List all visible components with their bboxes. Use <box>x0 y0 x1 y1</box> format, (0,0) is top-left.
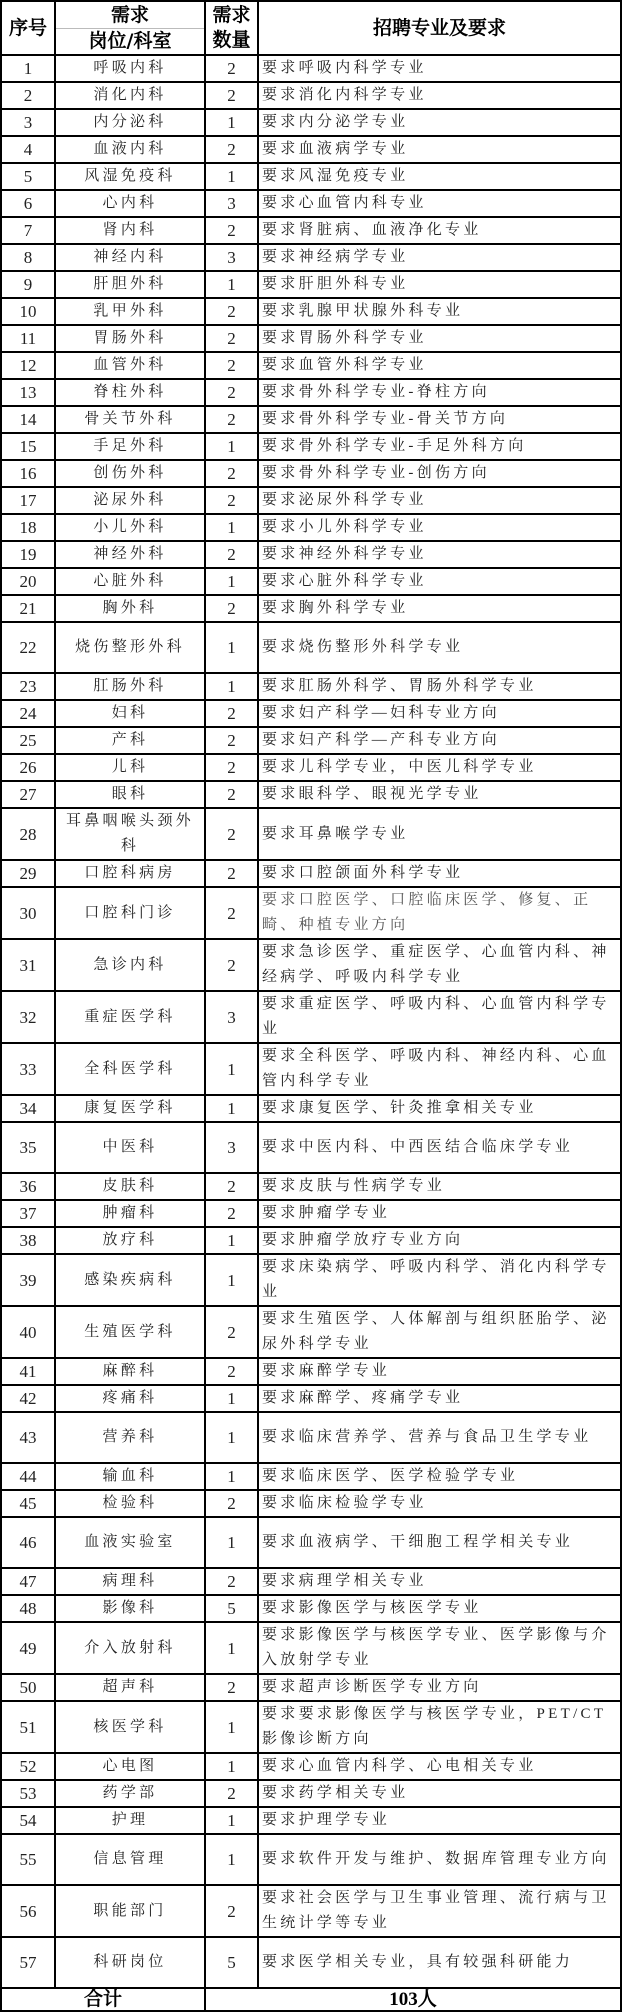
table-row <box>1 622 621 673</box>
row-requirement: 要求消化内科学专业 <box>258 82 621 109</box>
row-requirement: 要求医学相关专业，具有较强科研能力 <box>258 1937 621 1988</box>
table-row <box>1 406 621 433</box>
row-department: 口腔科门诊 <box>55 887 205 939</box>
row-department: 血管外科 <box>55 352 205 379</box>
row-number: 50 <box>1 1674 55 1701</box>
row-department: 肿瘤科 <box>55 1200 205 1227</box>
row-count: 2 <box>205 595 258 622</box>
table-row <box>1 808 621 860</box>
row-count: 1 <box>205 1412 258 1463</box>
row-count: 2 <box>205 136 258 163</box>
row-requirement: 要求小儿外科学专业 <box>258 514 621 541</box>
row-department: 产科 <box>55 727 205 754</box>
row-department: 骨关节外科 <box>55 406 205 433</box>
row-count: 1 <box>205 1753 258 1780</box>
table-row <box>1 727 621 754</box>
row-department: 科研岗位 <box>55 1937 205 1988</box>
row-department: 烧伤整形外科 <box>55 622 205 673</box>
row-department: 神经内科 <box>55 244 205 271</box>
row-count: 1 <box>205 1807 258 1834</box>
row-department: 信息管理 <box>55 1834 205 1885</box>
table-row <box>1 271 621 298</box>
row-number: 28 <box>1 808 55 860</box>
row-number: 6 <box>1 190 55 217</box>
table-row <box>1 136 621 163</box>
row-number: 4 <box>1 136 55 163</box>
row-department: 脊柱外科 <box>55 379 205 406</box>
row-department: 放疗科 <box>55 1227 205 1254</box>
row-number: 24 <box>1 700 55 727</box>
table-body <box>1 55 621 1988</box>
row-department: 重症医学科 <box>55 991 205 1043</box>
table-row <box>1 1834 621 1885</box>
header-dept <box>55 1 205 55</box>
table-row <box>1 1122 621 1173</box>
row-requirement: 要求泌尿外科学专业 <box>258 487 621 514</box>
table-row <box>1 541 621 568</box>
row-department: 肾内科 <box>55 217 205 244</box>
row-count: 2 <box>205 887 258 939</box>
row-count: 1 <box>205 109 258 136</box>
row-count: 1 <box>205 1227 258 1254</box>
row-count: 2 <box>205 781 258 808</box>
row-number: 1 <box>1 55 55 82</box>
row-number: 45 <box>1 1490 55 1517</box>
row-requirement: 要求病理学相关专业 <box>258 1568 621 1595</box>
row-number: 27 <box>1 781 55 808</box>
row-requirement: 要求临床医学、医学检验学专业 <box>258 1463 621 1490</box>
table-row <box>1 1173 621 1200</box>
row-requirement: 要求儿科学专业，中医儿科学专业 <box>258 754 621 781</box>
table-row <box>1 1200 621 1227</box>
row-number: 21 <box>1 595 55 622</box>
row-number: 13 <box>1 379 55 406</box>
row-count: 2 <box>205 1885 258 1937</box>
row-requirement: 要求骨外科学专业-骨关节方向 <box>258 406 621 433</box>
row-requirement: 要求软件开发与维护、数据库管理专业方向 <box>258 1834 621 1885</box>
row-number: 10 <box>1 298 55 325</box>
row-requirement: 要求骨外科学专业-创伤方向 <box>258 460 621 487</box>
row-number: 53 <box>1 1780 55 1807</box>
row-requirement: 要求肛肠外科学、胃肠外科学专业 <box>258 673 621 700</box>
row-number: 35 <box>1 1122 55 1173</box>
row-department: 药学部 <box>55 1780 205 1807</box>
row-requirement: 要求中医内科、中西医结合临床学专业 <box>258 1122 621 1173</box>
row-requirement: 要求床染病学、呼吸内科学、消化内科学专业 <box>258 1254 621 1306</box>
table-row <box>1 163 621 190</box>
table-row <box>1 433 621 460</box>
table-row <box>1 1385 621 1412</box>
table-row <box>1 1622 621 1674</box>
header-dept-line2: 岗位/科室 <box>88 29 172 52</box>
row-number: 8 <box>1 244 55 271</box>
row-department: 血液实验室 <box>55 1517 205 1568</box>
row-count: 2 <box>205 325 258 352</box>
row-number: 9 <box>1 271 55 298</box>
row-requirement: 要求妇产科学—妇科专业方向 <box>258 700 621 727</box>
row-department: 输血科 <box>55 1463 205 1490</box>
row-requirement: 要求骨外科学专业-脊柱方向 <box>258 379 621 406</box>
row-requirement: 要求眼科学、眼视光学专业 <box>258 781 621 808</box>
row-requirement: 要求神经外科学专业 <box>258 541 621 568</box>
table-row <box>1 1227 621 1254</box>
row-department: 内分泌科 <box>55 109 205 136</box>
row-requirement: 要求影像医学与核医学专业、医学影像与介入放射学专业 <box>258 1622 621 1674</box>
row-requirement: 要求肿瘤学专业 <box>258 1200 621 1227</box>
row-department: 儿科 <box>55 754 205 781</box>
table-row <box>1 1412 621 1463</box>
row-department: 泌尿外科 <box>55 487 205 514</box>
row-count: 2 <box>205 1490 258 1517</box>
row-count: 3 <box>205 244 258 271</box>
row-number: 26 <box>1 754 55 781</box>
row-number: 14 <box>1 406 55 433</box>
table-row <box>1 568 621 595</box>
row-number: 12 <box>1 352 55 379</box>
row-count: 1 <box>205 514 258 541</box>
row-requirement: 要求神经病学专业 <box>258 244 621 271</box>
row-requirement: 要求血液病学专业 <box>258 136 621 163</box>
row-department: 肛肠外科 <box>55 673 205 700</box>
table-row <box>1 595 621 622</box>
row-number: 54 <box>1 1807 55 1834</box>
row-department <box>55 808 205 860</box>
row-department: 胃肠外科 <box>55 325 205 352</box>
row-number: 55 <box>1 1834 55 1885</box>
row-requirement: 要求康复医学、针灸推拿相关专业 <box>258 1095 621 1122</box>
row-department: 风湿免疫科 <box>55 163 205 190</box>
row-number: 48 <box>1 1595 55 1622</box>
row-requirement: 要求心血管内科专业 <box>258 190 621 217</box>
row-count: 3 <box>205 1122 258 1173</box>
row-requirement: 要求呼吸内科学专业 <box>258 55 621 82</box>
row-requirement: 要求风湿免疫专业 <box>258 163 621 190</box>
row-count: 2 <box>205 1306 258 1358</box>
row-requirement: 要求心脏外科学专业 <box>258 568 621 595</box>
row-requirement: 要求胸外科学专业 <box>258 595 621 622</box>
row-count: 2 <box>205 406 258 433</box>
row-department-text: 耳鼻咽喉头颈外科 <box>65 813 195 854</box>
row-department: 影像科 <box>55 1595 205 1622</box>
table-row <box>1 860 621 887</box>
row-number: 36 <box>1 1173 55 1200</box>
row-count: 1 <box>205 1254 258 1306</box>
row-department: 血液内科 <box>55 136 205 163</box>
header-count <box>205 1 258 55</box>
row-count: 2 <box>205 298 258 325</box>
header-count-line2: 数量 <box>212 29 251 51</box>
row-department: 手足外科 <box>55 433 205 460</box>
row-count: 3 <box>205 991 258 1043</box>
row-number: 40 <box>1 1306 55 1358</box>
row-requirement: 要求骨外科学专业-手足外科方向 <box>258 433 621 460</box>
row-number: 17 <box>1 487 55 514</box>
row-number: 49 <box>1 1622 55 1674</box>
row-count: 2 <box>205 460 258 487</box>
table-row <box>1 244 621 271</box>
row-count: 1 <box>205 271 258 298</box>
table-row <box>1 109 621 136</box>
table-row <box>1 991 621 1043</box>
table-row <box>1 1517 621 1568</box>
table-row <box>1 1753 621 1780</box>
row-count: 5 <box>205 1595 258 1622</box>
row-requirement: 要求全科医学、呼吸内科、神经内科、心血管内科学专业 <box>258 1043 621 1095</box>
row-number: 18 <box>1 514 55 541</box>
header-no: 序号 <box>1 1 55 55</box>
row-count: 2 <box>205 727 258 754</box>
row-department: 消化内科 <box>55 82 205 109</box>
total-row <box>1 1988 621 2011</box>
table-row <box>1 1463 621 1490</box>
header-requirement: 招聘专业及要求 <box>258 1 621 55</box>
row-requirement: 要求护理学专业 <box>258 1807 621 1834</box>
row-department: 疼痛科 <box>55 1385 205 1412</box>
row-number: 34 <box>1 1095 55 1122</box>
row-number: 31 <box>1 939 55 991</box>
row-requirement: 要求胃肠外科学专业 <box>258 325 621 352</box>
row-count: 2 <box>205 1358 258 1385</box>
row-requirement: 要求重症医学、呼吸内科、心血管内科学专业 <box>258 991 621 1043</box>
table-row <box>1 1595 621 1622</box>
table-row <box>1 887 621 939</box>
row-count: 1 <box>205 568 258 595</box>
row-count: 2 <box>205 217 258 244</box>
row-requirement: 要求要求影像医学与核医学专业，PET/CT影像诊断方向 <box>258 1701 621 1753</box>
row-requirement: 要求烧伤整形外科学专业 <box>258 622 621 673</box>
row-number: 5 <box>1 163 55 190</box>
row-requirement: 要求急诊医学、重症医学、心血管内科、神经病学、呼吸内科学专业 <box>258 939 621 991</box>
row-department: 妇科 <box>55 700 205 727</box>
row-count: 5 <box>205 1937 258 1988</box>
row-department: 生殖医学科 <box>55 1306 205 1358</box>
row-number: 15 <box>1 433 55 460</box>
table-row <box>1 1490 621 1517</box>
table-row <box>1 1568 621 1595</box>
row-department: 呼吸内科 <box>55 55 205 82</box>
table-row <box>1 190 621 217</box>
row-count: 1 <box>205 1517 258 1568</box>
row-department: 小儿外科 <box>55 514 205 541</box>
row-number: 7 <box>1 217 55 244</box>
row-number: 23 <box>1 673 55 700</box>
row-requirement: 要求麻醉学专业 <box>258 1358 621 1385</box>
header-count-line1: 需求 <box>212 4 251 26</box>
row-number: 38 <box>1 1227 55 1254</box>
row-department: 心电图 <box>55 1753 205 1780</box>
row-number: 43 <box>1 1412 55 1463</box>
row-count: 2 <box>205 487 258 514</box>
table-row <box>1 939 621 991</box>
table-row <box>1 379 621 406</box>
row-number: 2 <box>1 82 55 109</box>
row-department: 介入放射科 <box>55 1622 205 1674</box>
row-number: 20 <box>1 568 55 595</box>
row-count: 2 <box>205 1674 258 1701</box>
table-row <box>1 460 621 487</box>
row-count: 2 <box>205 1780 258 1807</box>
table-row <box>1 217 621 244</box>
row-number: 57 <box>1 1937 55 1988</box>
row-number: 19 <box>1 541 55 568</box>
row-number: 33 <box>1 1043 55 1095</box>
row-count: 2 <box>205 700 258 727</box>
row-department: 康复医学科 <box>55 1095 205 1122</box>
row-number: 11 <box>1 325 55 352</box>
row-requirement: 要求血管外科学专业 <box>258 352 621 379</box>
total-value: 103人 <box>205 1988 621 2011</box>
row-number: 41 <box>1 1358 55 1385</box>
row-department: 核医学科 <box>55 1701 205 1753</box>
table-row <box>1 673 621 700</box>
row-department: 护理 <box>55 1807 205 1834</box>
row-requirement: 要求肝胆外科专业 <box>258 271 621 298</box>
row-department: 营养科 <box>55 1412 205 1463</box>
row-count: 2 <box>205 939 258 991</box>
row-department: 职能部门 <box>55 1885 205 1937</box>
row-requirement: 要求超声诊断医学专业方向 <box>258 1674 621 1701</box>
table-row <box>1 1701 621 1753</box>
row-count: 2 <box>205 1568 258 1595</box>
row-count: 1 <box>205 1701 258 1753</box>
table-row <box>1 514 621 541</box>
row-count: 2 <box>205 1200 258 1227</box>
row-count: 1 <box>205 433 258 460</box>
row-number: 47 <box>1 1568 55 1595</box>
row-count: 1 <box>205 1622 258 1674</box>
row-department: 急诊内科 <box>55 939 205 991</box>
row-requirement: 要求内分泌学专业 <box>258 109 621 136</box>
table-row <box>1 82 621 109</box>
row-requirement: 要求社会医学与卫生事业管理、流行病与卫生统计学等专业 <box>258 1885 621 1937</box>
row-department: 神经外科 <box>55 541 205 568</box>
row-count: 2 <box>205 55 258 82</box>
row-number: 56 <box>1 1885 55 1937</box>
row-count: 1 <box>205 622 258 673</box>
row-department: 中医科 <box>55 1122 205 1173</box>
row-number: 37 <box>1 1200 55 1227</box>
row-requirement: 要求临床检验学专业 <box>258 1490 621 1517</box>
row-count: 2 <box>205 541 258 568</box>
row-requirement: 要求乳腺甲状腺外科专业 <box>258 298 621 325</box>
row-department: 皮肤科 <box>55 1173 205 1200</box>
row-number: 25 <box>1 727 55 754</box>
row-requirement: 要求药学相关专业 <box>258 1780 621 1807</box>
row-number: 3 <box>1 109 55 136</box>
row-number: 22 <box>1 622 55 673</box>
row-department: 检验科 <box>55 1490 205 1517</box>
row-number: 51 <box>1 1701 55 1753</box>
row-requirement: 要求临床营养学、营养与食品卫生学专业 <box>258 1412 621 1463</box>
row-requirement: 要求麻醉学、疼痛学专业 <box>258 1385 621 1412</box>
table-row <box>1 1254 621 1306</box>
table-row <box>1 55 621 82</box>
table-row <box>1 1674 621 1701</box>
table-row <box>1 754 621 781</box>
row-count: 2 <box>205 352 258 379</box>
row-department: 感染疾病科 <box>55 1254 205 1306</box>
header-dept-line1: 需求 <box>56 3 204 29</box>
row-requirement: 要求口腔医学、口腔临床医学、修复、正畸、种植专业方向 <box>258 887 621 939</box>
row-count: 1 <box>205 1463 258 1490</box>
table-row <box>1 1780 621 1807</box>
row-department: 超声科 <box>55 1674 205 1701</box>
row-requirement: 要求影像医学与核医学专业 <box>258 1595 621 1622</box>
row-count: 1 <box>205 163 258 190</box>
table-row <box>1 1306 621 1358</box>
row-requirement: 要求皮肤与性病学专业 <box>258 1173 621 1200</box>
row-department: 心内科 <box>55 190 205 217</box>
row-department: 麻醉科 <box>55 1358 205 1385</box>
row-department: 乳甲外科 <box>55 298 205 325</box>
row-department: 病理科 <box>55 1568 205 1595</box>
table-row <box>1 1095 621 1122</box>
row-requirement: 要求妇产科学—产科专业方向 <box>258 727 621 754</box>
row-count: 1 <box>205 1834 258 1885</box>
table-row <box>1 700 621 727</box>
table-row <box>1 487 621 514</box>
total-label: 合计 <box>1 1988 205 2011</box>
row-count: 2 <box>205 860 258 887</box>
row-department: 全科医学科 <box>55 1043 205 1095</box>
row-requirement: 要求肾脏病、血液净化专业 <box>258 217 621 244</box>
row-department: 胸外科 <box>55 595 205 622</box>
row-count: 1 <box>205 1385 258 1412</box>
row-number: 46 <box>1 1517 55 1568</box>
row-count: 2 <box>205 379 258 406</box>
row-number: 30 <box>1 887 55 939</box>
table-row <box>1 1885 621 1937</box>
table-row <box>1 298 621 325</box>
row-number: 29 <box>1 860 55 887</box>
row-count: 2 <box>205 754 258 781</box>
table-row <box>1 1358 621 1385</box>
row-requirement: 要求血液病学、干细胞工程学相关专业 <box>258 1517 621 1568</box>
row-department: 眼科 <box>55 781 205 808</box>
row-department: 肝胆外科 <box>55 271 205 298</box>
row-department: 心脏外科 <box>55 568 205 595</box>
row-count: 2 <box>205 1173 258 1200</box>
row-number: 52 <box>1 1753 55 1780</box>
table-row <box>1 1043 621 1095</box>
row-requirement: 要求生殖医学、人体解剖与组织胚胎学、泌尿外科学专业 <box>258 1306 621 1358</box>
row-number: 16 <box>1 460 55 487</box>
row-count: 3 <box>205 190 258 217</box>
row-count: 1 <box>205 1095 258 1122</box>
row-requirement: 要求耳鼻喉学专业 <box>258 808 621 860</box>
row-count: 1 <box>205 673 258 700</box>
row-count: 2 <box>205 808 258 860</box>
row-requirement: 要求口腔颌面外科学专业 <box>258 860 621 887</box>
row-count: 1 <box>205 1043 258 1095</box>
row-number: 39 <box>1 1254 55 1306</box>
row-requirement: 要求心血管内科学、心电相关专业 <box>258 1753 621 1780</box>
row-requirement: 要求肿瘤学放疗专业方向 <box>258 1227 621 1254</box>
row-number: 32 <box>1 991 55 1043</box>
table-row <box>1 781 621 808</box>
row-department: 创伤外科 <box>55 460 205 487</box>
table-row <box>1 1937 621 1988</box>
table-row <box>1 1807 621 1834</box>
row-number: 42 <box>1 1385 55 1412</box>
table-row <box>1 325 621 352</box>
table-row <box>1 352 621 379</box>
row-number: 44 <box>1 1463 55 1490</box>
row-count: 2 <box>205 82 258 109</box>
row-department: 口腔科病房 <box>55 860 205 887</box>
header-row <box>1 1 621 55</box>
